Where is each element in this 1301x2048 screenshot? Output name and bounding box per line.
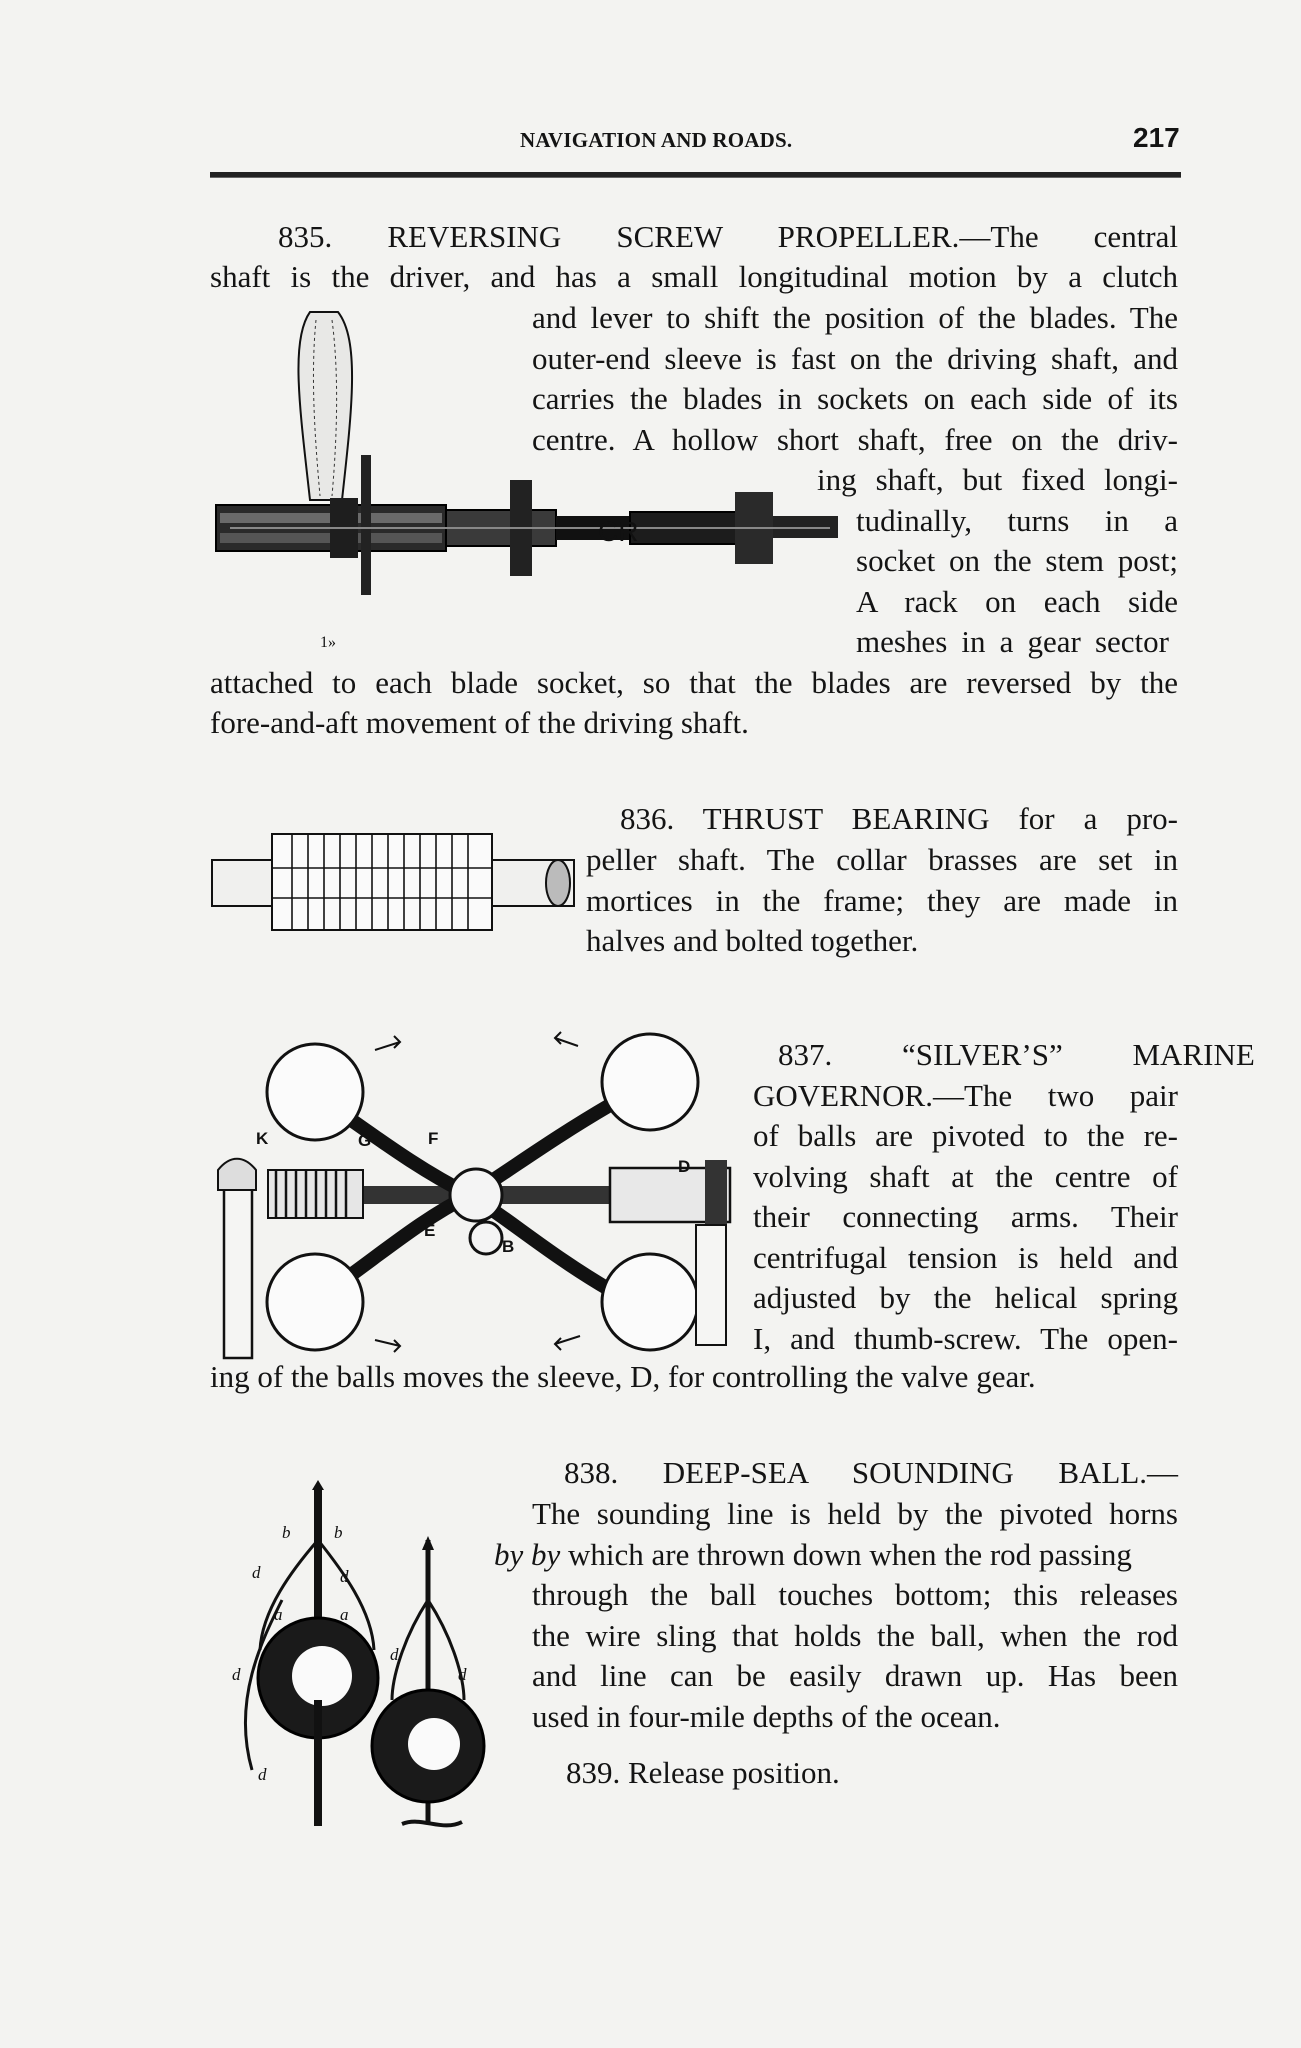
s835-line-1: 835. REVERSING SCREW PROPELLER.—The central xyxy=(278,219,1178,254)
figure-label-b2: b xyxy=(334,1523,343,1542)
marine-governor-figure xyxy=(210,1020,750,1360)
s835-line-3: and lever to shift the position of the blades. The xyxy=(532,300,1178,335)
s837-line-6: centrifugal tension is held and xyxy=(753,1240,1178,1275)
figure-label-g: G xyxy=(358,1131,372,1150)
s835-line-6: centre. A hollow short shaft, free on the driv- xyxy=(532,422,1178,457)
figure-label-a2: a xyxy=(340,1605,349,1624)
s838-line-6: and line can be easily drawn up. Has been xyxy=(532,1658,1178,1693)
s837-line-8: I, and thumb-screw. The open- xyxy=(753,1321,1178,1356)
s837-line-4: volving shaft at the centre of xyxy=(753,1159,1178,1194)
running-head: NAVIGATION AND ROADS. xyxy=(520,128,793,152)
s835-line-13: fore-and-aft movement of the driving shaft. xyxy=(210,705,749,740)
figure-label-f: F xyxy=(428,1129,439,1148)
figure-label-k: K xyxy=(256,1129,269,1148)
s838-line-3 xyxy=(494,1536,1132,1574)
s837-line-9: ing of the balls moves the sleeve, D, for controlling the valve gear. xyxy=(210,1359,1036,1394)
figure-label-cr: CR xyxy=(598,516,639,547)
s835-line-5: carries the blades in sockets on each side of its xyxy=(532,381,1178,416)
figure-label-b: B xyxy=(502,1237,515,1256)
figure-label-d2: d xyxy=(340,1567,349,1586)
figure-label-a1: a xyxy=(274,1605,283,1624)
s837-line-7: adjusted by the helical spring xyxy=(753,1280,1178,1315)
s835-line-10: A rack on each side xyxy=(856,584,1178,619)
s835-line-9: socket on the stem post; xyxy=(856,543,1178,578)
s837-line-5: their connecting arms. Their xyxy=(753,1199,1178,1234)
s836-line-3: mortices in the frame; they are made in xyxy=(586,883,1178,918)
s835-line-11: meshes in a gear sector xyxy=(856,624,1169,659)
thrust-bearing-figure xyxy=(210,828,580,938)
sounding-ball-figure xyxy=(222,1480,522,1840)
s836-line-2: peller shaft. The collar brasses are set in xyxy=(586,842,1178,877)
s838-line-3-text: which are thrown down when the rod passing xyxy=(568,1537,1132,1572)
s837-line-3: of balls are pivoted to the re- xyxy=(753,1118,1178,1153)
s838-line-4: through the ball touches bottom; this releases xyxy=(532,1577,1178,1612)
s836-line-4: halves and bolted together. xyxy=(586,923,919,958)
s838-line-2: The sounding line is held by the pivoted horns xyxy=(532,1496,1178,1531)
s835-line-12: attached to each blade socket, so that the blades are reversed by the xyxy=(210,665,1178,700)
header-rule xyxy=(210,172,1181,178)
figure-label-b1: b xyxy=(282,1523,291,1542)
figure-label-d4: d xyxy=(390,1645,399,1664)
s838-line-7: used in four-mile depths of the ocean. xyxy=(532,1699,1001,1734)
s839-caption: 839. Release position. xyxy=(566,1755,840,1790)
s838-line-5: the wire sling that holds the ball, when the rod xyxy=(532,1618,1178,1653)
reversing-propeller-figure xyxy=(210,300,850,660)
figure-label-d3: d xyxy=(232,1665,241,1684)
figure-label-1: 1» xyxy=(320,634,336,651)
s837-line-1: 837. “SILVER’S” MARINE xyxy=(778,1037,1255,1072)
figure-label-d6: d xyxy=(258,1765,267,1784)
s837-line-2: GOVERNOR.—The two pair xyxy=(753,1078,1178,1113)
figure-label-e: E xyxy=(424,1221,436,1240)
s835-line-4: outer-end sleeve is fast on the driving shaft, and xyxy=(532,341,1178,376)
s835-line-2: shaft is the driver, and has a small longitudinal motion by a clutch xyxy=(210,259,1178,294)
figure-label-d: D xyxy=(678,1157,691,1176)
page-number: 217 xyxy=(1133,122,1180,153)
s836-line-1: 836. THRUST BEARING for a pro- xyxy=(620,801,1178,836)
s835-line-7: ing shaft, but fixed longi- xyxy=(817,462,1178,497)
figure-label-d1: d xyxy=(252,1563,261,1582)
s838-italic-prefix: by by xyxy=(494,1537,561,1572)
s835-line-8: tudinally, turns in a xyxy=(856,503,1178,538)
s838-line-1: 838. DEEP-SEA SOUNDING BALL.— xyxy=(564,1455,1178,1490)
figure-label-d5: d xyxy=(458,1665,467,1684)
